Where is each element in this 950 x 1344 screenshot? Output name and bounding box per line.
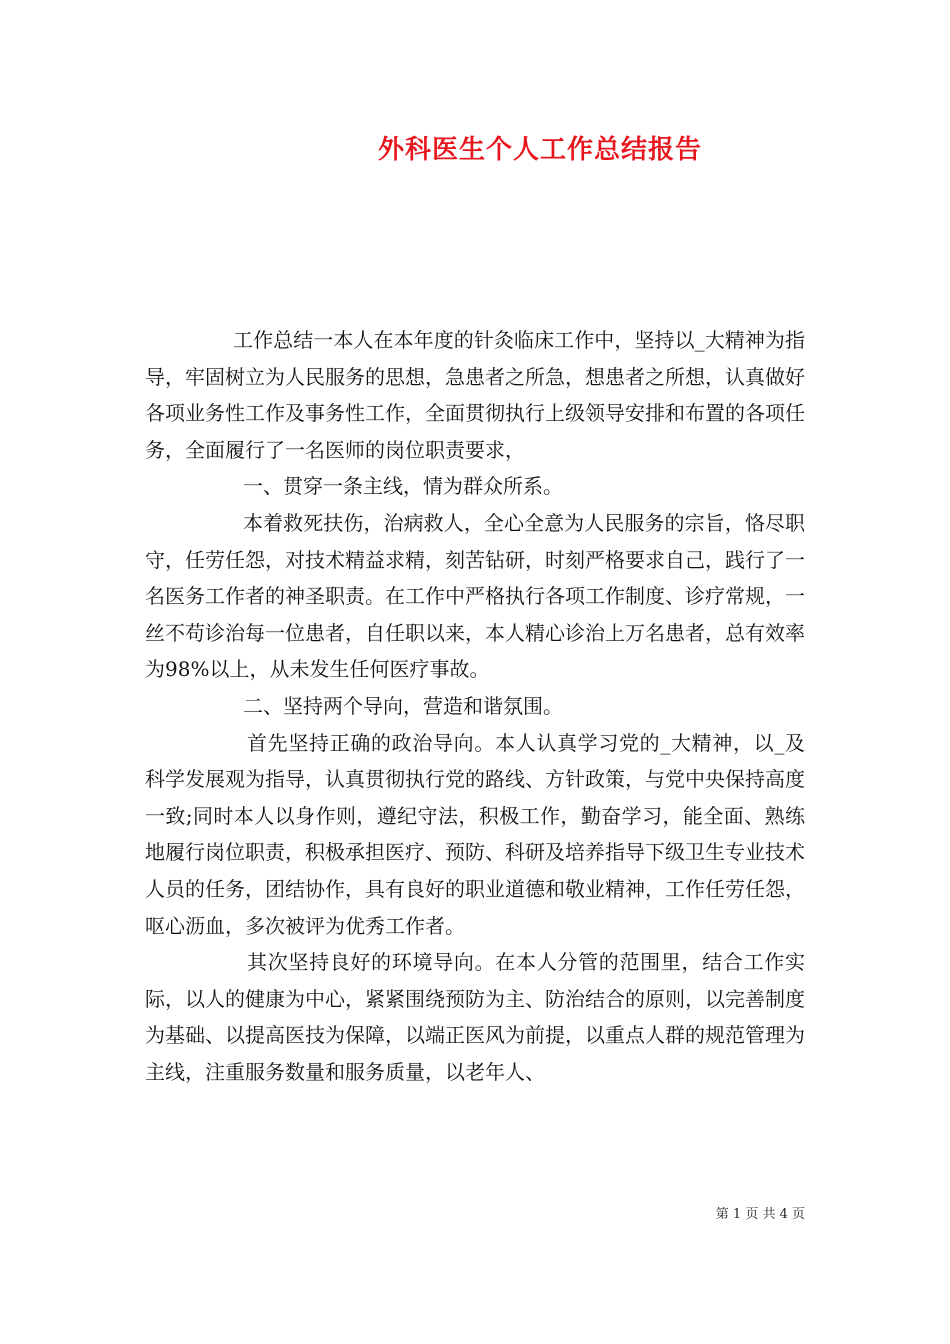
paragraph-political-guidance: 首先坚持正确的政治导向。本人认真学习党的_大精神，以_及科学发展观为指导，认真贯彻执行党的路线、方针政策，与党中央保持高度一致;同时本人以身作则，遵纪守法，积极工作，勤奋学习，能全面、熟练地履行岗位职责，积极承担医疗、预防、科研及培养指导下级卫生专业技术人员的任务，团结协作，具有良好的职业道德和敬业精神，工作任劳任怨，呕心沥血，多次被评为优秀工作者。 [145, 730, 805, 938]
document-title: 外科医生个人工作总结报告 [377, 135, 702, 165]
page-number: 第 1 页 共 4 页 [715, 1207, 805, 1222]
paragraph-section-1: 本着救死扶伤，治病救人，全心全意为人民服务的宗旨，恪尽职守，任劳任怨，对技术精益求精，刻苦钻研，时刻严格要求自己，践行了一名医务工作者的神圣职责。在工作中严格执行各项工作制度、诊疗常规，一丝不苟诊治每一位患者，自任职以来，本人精心诊治上万名患者，总有效率为98%以上，从未发生任何医疗事故。 [145, 510, 805, 682]
paragraph-environment-guidance: 其次坚持良好的环境导向。在本人分管的范围里，结合工作实际，以人的健康为中心，紧紧围绕预防为主、防治结合的原则，以完善制度为基础、以提高医技为保障，以端正医风为前提，以重点人群的规范管理为主线，注重服务数量和服务质量，以老年人、 [145, 950, 805, 1084]
document-body [145, 322, 805, 1090]
section-heading-2: 二、坚持两个导向，营造和谐氛围。 [243, 693, 563, 718]
section-heading-1: 一、贯穿一条主线，情为群众所系。 [243, 474, 563, 499]
paragraph-intro: 工作总结一本人在本年度的针灸临床工作中，坚持以_大精神为指导，牢固树立为人民服务的思想，急患者之所急，想患者之所想，认真做好各项业务性工作及事务性工作，全面贯彻执行上级领导安排和布置的各项任务，全面履行了一名医师的岗位职责要求， [145, 328, 805, 462]
